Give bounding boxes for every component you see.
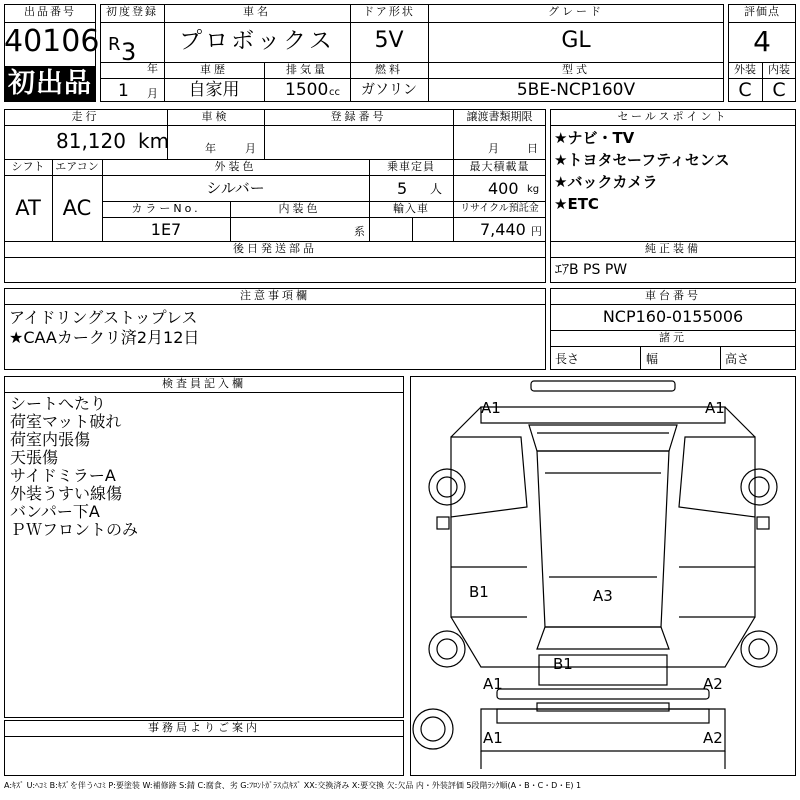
inspector-label: 検査員記入欄 [162,377,246,390]
sales-point-item: ★バックカメラ [554,173,658,191]
mark-rear-left: A1 [483,675,503,693]
recycle-label: リサイクル預託金 [460,203,539,214]
mark-rear-center: B1 [553,655,573,673]
inspector-item: シートへたり [10,394,107,413]
score-label: 評価点 [744,5,780,18]
inspector-item: 荷室マット破れ [10,412,122,431]
int-color-label: 内装色 [278,202,321,215]
history-label: 車歴 [200,63,228,76]
grade-value: GL [561,28,591,53]
inspector-item: 天張傷 [10,448,59,467]
max-load-value: 400 [488,179,519,198]
displacement-unit: cc [329,87,340,98]
max-load-unit: kg [527,184,540,195]
car-name-label: 車名 [243,5,271,18]
interior-value: C [772,79,786,101]
inspector-item: 外装うすい線傷 [10,484,123,503]
mark-front-right: A1 [705,399,725,417]
mark-bumper-right: A2 [703,729,723,747]
sales-point-item: ★トヨタセーフティセンス [554,151,730,169]
year-unit: 年 [147,62,158,75]
first-reg-label: 初度登録 [106,5,158,18]
transfer-day-unit: 日 [527,142,538,155]
genuine-label: 純正装備 [645,242,701,255]
exterior-label: 外装 [734,63,756,76]
displacement-value: 1500 [285,80,329,100]
later-parts-label: 後日発送部品 [233,242,317,255]
chassis-label: 車台番号 [645,289,701,302]
mileage-unit: km [138,129,170,153]
office-label: 事務局よりご案内 [148,721,260,734]
chassis-value: NCP160-0155006 [602,307,744,326]
recycle-value: 7,440 [480,220,526,239]
reg-no-label: 登録番号 [330,110,387,123]
max-load-label: 最大積載量 [469,160,530,173]
door-value: 5V [374,28,404,53]
door-label: ドア形状 [363,5,415,18]
inspector-item: 荷室内張傷 [10,430,91,449]
inspection-label: 車検 [201,110,230,123]
recycle-unit: 円 [531,225,542,238]
inspector-item: サイドミラーA [10,466,116,485]
mark-side-left: B1 [469,583,489,601]
ext-color-value: シルバー [206,179,265,197]
int-color-unit: 系 [354,225,365,238]
inspection-year-unit: 年 [205,142,216,155]
history-value: 自家用 [188,80,240,100]
dims-label: 諸元 [659,331,687,344]
inspector-list [10,395,138,539]
capacity-value: 5 [397,179,408,198]
width-label: 幅 [646,352,659,366]
sales-point-item: ★ナビ・TV [554,129,635,147]
era-prefix: R [108,34,121,55]
inspector-item: ＰＷフロントのみ [10,520,139,539]
damage-diagram [410,376,796,776]
length-label: 長さ [555,352,580,366]
mileage-value: 81,120 [56,129,126,153]
month-unit: 月 [147,87,158,100]
color-no-label: カラーNo. [131,202,201,215]
car-name: プロボックス [179,28,335,54]
exterior-value: C [738,79,752,101]
shift-value: AT [15,196,41,220]
note-item: アイドリングストップレス [9,308,198,327]
shift-label: シフト [11,160,45,173]
capacity-label: 乗車定員 [387,160,435,173]
score-value: 4 [753,25,771,58]
fuel-label: 燃料 [375,63,403,76]
ac-label: エアコン [55,160,99,173]
transfer-label: 譲渡書類期限 [466,110,533,123]
lot-label: 出品番号 [24,5,76,18]
displacement-label: 排気量 [286,63,328,76]
damage-legend: A:ｷｽﾞ U:ﾍｺﾐ B:ｷｽﾞを伴うﾍｺﾐ P:要塗装 W:補修跡 S:錆 C:腐食、劣 G:ﾌﾛﾝﾄｶﾞﾗｽ点ｷｽﾞ XX:交換済み X:要交換 欠:欠品 内・外装評価 5段階ﾗﾝｸ順(A・B・C・D・E) 1 [4,781,582,790]
lot-number: 40106 [4,24,100,59]
inspector-item: バンパー下A [10,502,100,521]
mark-rear-right: A2 [703,675,723,693]
model-code-label: 型式 [562,63,590,76]
ext-color-label: 外装色 [214,160,257,173]
height-label: 高さ [725,352,750,366]
interior-label: 内装 [768,63,790,76]
month-value: 1 [118,81,129,101]
mark-bumper-left: A1 [483,729,503,747]
sales-point-item: ★ETC [554,195,599,213]
model-code-value: 5BE-NCP160V [516,80,636,100]
note-item: ★CAAカークリ済2月12日 [9,328,200,347]
ac-value: AC [62,196,92,220]
capacity-unit: 人 [430,182,443,196]
mark-roof: A3 [593,587,613,605]
inspection-month-unit: 月 [245,142,256,155]
fuel-value: ガソリン [361,82,417,98]
car-diagram-svg [411,377,795,775]
grade-label: グレード [548,5,604,18]
mileage-label: 走行 [71,110,100,123]
transfer-month-unit: 月 [488,142,499,155]
genuine-value: ｴｱB PS PW [555,262,628,278]
import-label: 輸入車 [393,202,429,215]
color-no-value: 1E7 [150,220,182,239]
notes-label: 注意事項欄 [240,289,310,302]
mark-front-left: A1 [481,399,501,417]
first-listing-badge: 初出品 [5,66,95,101]
sales-points-label: セールスポイント [617,110,729,123]
era-year: 3 [121,38,137,66]
